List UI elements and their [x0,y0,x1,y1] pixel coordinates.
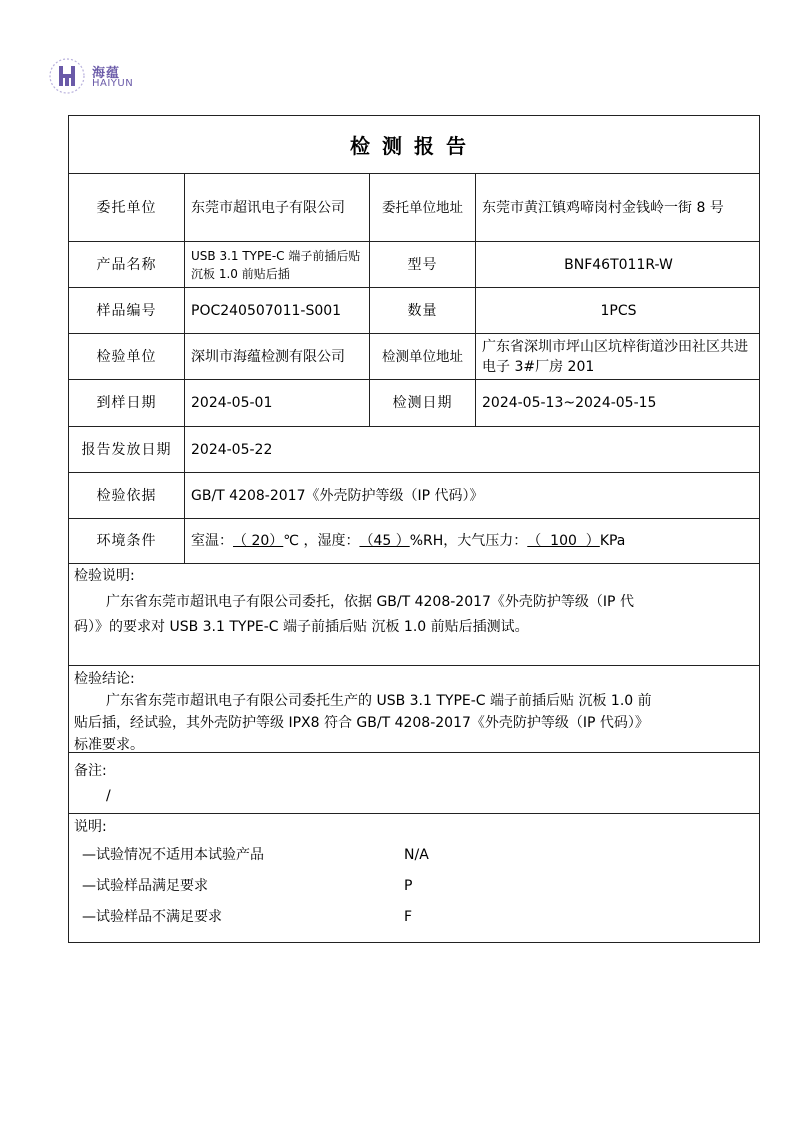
arrival-date-label: 到样日期 [96,395,157,411]
product-value: USB 3.1 TYPE-C 端子前插后贴 沉板 1.0 前贴后插 [191,248,361,281]
client-value: 东莞市超讯电子有限公司 [191,199,345,216]
client-address-value: 东莞市黄江镇鸡啼岗村金钱岭一街 8 号 [482,199,724,216]
explain-heading: 检验说明: [74,568,135,584]
legend-item-text: —试验情况不适用本试验产品 [82,847,264,863]
report-form [68,115,760,943]
lab-label: 检验单位 [96,348,157,365]
model-value: BNF46T011R-W [564,256,673,273]
logo-cn-text: 海蕴 [92,66,121,81]
env-temp-unit: ℃ ，湿度： [283,533,360,549]
legend-heading: 说明: [74,819,107,835]
conclusion-line-1: 广东省东莞市超讯电子有限公司委托生产的 USB 3.1 TYPE-C 端子前插后贴 沉板 1.0 前 [106,693,652,709]
client-label: 委托单位 [96,199,157,216]
lab-address-value: 广东省深圳市坪山区坑梓街道沙田社区共进电子 3#厂房 201 [482,338,748,375]
issue-date-value: 2024-05-22 [191,441,273,458]
remark-heading: 备注: [74,763,107,779]
legend-item-text: —试验样品满足要求 [82,878,208,894]
legend-item-code: P [404,878,413,894]
sample-number-label: 样品编号 [96,302,157,319]
test-date-value: 2024-05-13~2024-05-15 [482,395,657,411]
lab-address-label: 检测单位地址 [382,348,463,365]
legend-item-code: N/A [404,847,429,863]
quantity-label: 数量 [407,302,438,319]
lab-value: 深圳市海蕴检测有限公司 [191,348,345,365]
env-temp-prefix: 室温： [191,533,233,549]
conclusion-line-2: 贴后插，经试验，其外壳防护等级 IPX8 符合 GB/T 4208-2017《外壳防护等级（IP 代码）》 [74,715,649,731]
report-title: 检测报告 [69,116,759,174]
product-label: 产品名称 [96,256,157,273]
remark-value: / [106,788,111,804]
logo-en-text: HAIYUN [92,78,134,89]
client-address-label: 委托单位地址 [382,199,463,216]
environment-label: 环境条件 [96,533,157,549]
explain-line-2: 码）》的要求对 USB 3.1 TYPE-C 端子前插后贴 沉板 1.0 前贴后插测试。 [74,619,529,635]
test-date-label: 检测日期 [392,395,453,411]
env-temp: （ 20） [233,533,284,549]
model-label: 型号 [407,256,438,273]
env-pressure: （ 100 ） [527,533,600,549]
conclusion-line-3: 标准要求。 [74,737,144,753]
env-pressure-unit: KPa [599,533,626,549]
legend-item-code: F [404,909,413,925]
environment-value [185,519,759,563]
arrival-date-value: 2024-05-01 [191,395,273,411]
test-basis-label: 检验依据 [96,487,157,504]
env-humidity: （45 ） [359,533,410,549]
conclusion-heading: 检验结论: [74,671,135,687]
sample-number-value: POC240507011-S001 [191,302,342,319]
issue-date-label: 报告发放日期 [81,441,172,458]
quantity-value: 1PCS [600,302,637,319]
env-humidity-unit: %RH，大气压力： [409,533,528,549]
haiyun-logo-icon [48,56,86,96]
test-basis-value: GB/T 4208-2017《外壳防护等级（IP 代码）》 [191,487,484,504]
company-logo [48,56,148,100]
legend-item-text: —试验样品不满足要求 [82,909,222,925]
explain-line-1: 广东省东莞市超讯电子有限公司委托，依据 GB/T 4208-2017《外壳防护等级（IP 代 [106,594,634,610]
